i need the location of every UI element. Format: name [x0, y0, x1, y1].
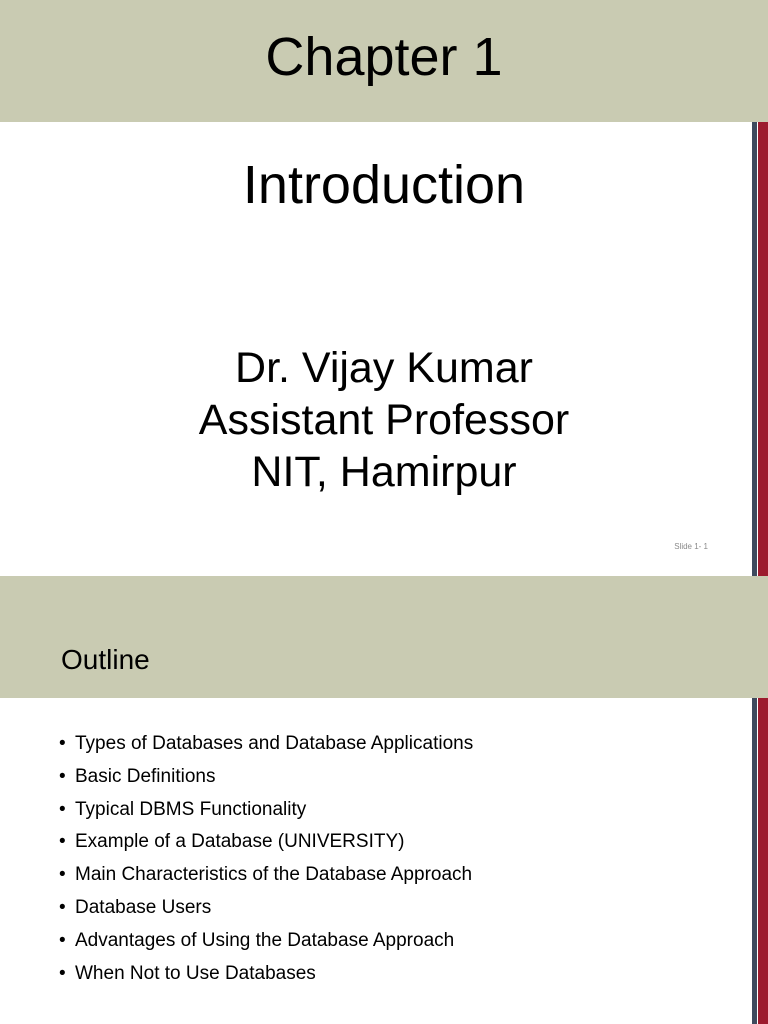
outline-title: Outline: [61, 644, 150, 675]
bullet-icon: •: [59, 896, 66, 918]
author-block: [0, 342, 768, 498]
list-item: • Basic Definitions: [59, 761, 473, 794]
bullet-icon: •: [59, 929, 66, 951]
chapter-title: Chapter 1: [265, 27, 503, 87]
slide-number: Slide 1- 1: [674, 542, 708, 551]
author-position: Assistant Professor: [198, 396, 570, 444]
slide-2: [0, 576, 768, 1024]
author-name: Dr. Vijay Kumar: [235, 344, 533, 392]
bullet-icon: •: [59, 864, 66, 886]
list-item: • Advantages of Using the Database Approach: [59, 925, 473, 958]
bullet-icon: •: [59, 831, 66, 853]
bullet-icon: •: [59, 798, 66, 820]
outline-list: [59, 728, 473, 990]
list-item: • Typical DBMS Functionality: [59, 794, 473, 827]
list-item: • Example of a Database (UNIVERSITY): [59, 826, 473, 859]
list-item: • Main Characteristics of the Database Approach: [59, 859, 473, 892]
list-item: • When Not to Use Databases: [59, 958, 473, 991]
bullet-icon: •: [59, 962, 66, 984]
list-item: • Types of Databases and Database Applications: [59, 728, 473, 761]
bullet-icon: •: [59, 765, 66, 787]
title-band: [0, 0, 768, 122]
title-band: [0, 576, 768, 698]
side-decoration-bar: [750, 698, 768, 1024]
slide-title: Introduction: [242, 155, 526, 215]
author-institution: NIT, Hamirpur: [251, 448, 517, 496]
bullet-icon: •: [59, 733, 66, 754]
list-item: • Database Users: [59, 892, 473, 925]
